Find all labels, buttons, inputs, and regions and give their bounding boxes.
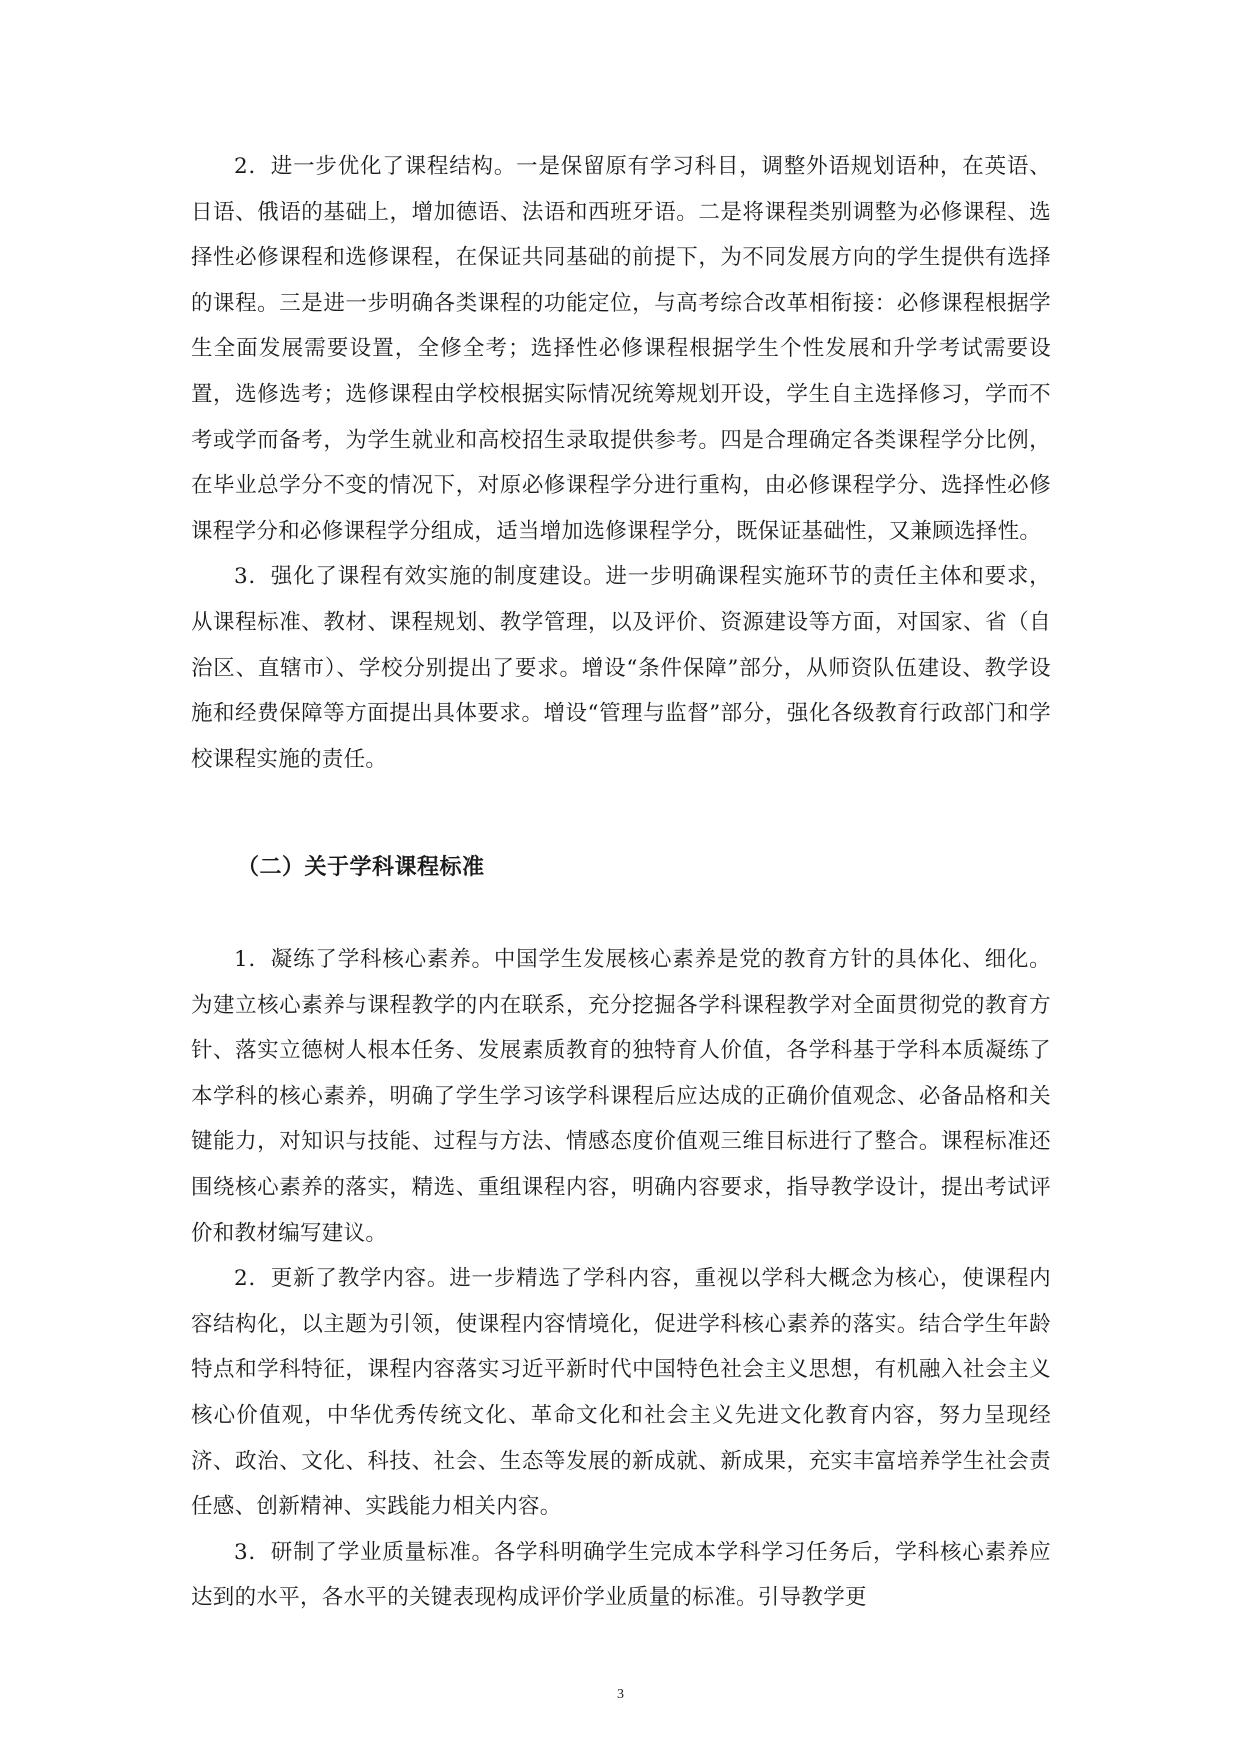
page-number: 3 [617,1687,624,1702]
section-2-text [191,937,1051,1621]
paragraph-teaching-content: 2．更新了教学内容。进一步精选了学科内容，重视以学科大概念为核心，使课程内容结构化，以主题为引领，使课程内容情境化，促进学科核心素养的落实。结合学生年龄特点和学科特征，课程内容落实习近平新时代中国特色社会主义思想，有机融入社会主义核心价值观，中华优秀传统文化、革命文化和社会主义先进文化教育内容，努力呈现经济、政治、文化、科技、社会、生态等发展的新成就、新成果，充实丰富培养学生社会责任感、创新精神、实践能力相关内容。 [191,1266,1051,1520]
paragraph-quality-standards: 3．研制了学业质量标准。各学科明确学生完成本学科学习任务后，学科核心素养应达到的水平，各水平的关键表现构成评价学业质量的标准。引导教学更 [191,1539,1051,1611]
section-1-text [191,144,1051,782]
section-heading: （二）关于学科课程标准 [237,855,485,880]
paragraph-system-construction: 3．强化了课程有效实施的制度建设。进一步明确课程实施环节的责任主体和要求，从课程标准、教材、课程规划、教学管理，以及评价、资源建设等方面，对国家、省（自治区、直辖市）、学校分别提出了要求。增设“条件保障”部分，从师资队伍建设、教学设施和经费保障等方面提出具体要求。增设“管理与监督”部分，强化各级教育行政部门和学校课程实施的责任。 [191,564,1051,772]
paragraph-course-structure: 2．进一步优化了课程结构。一是保留原有学习科目，调整外语规划语种，在英语、日语、俄语的基础上，增加德语、法语和西班牙语。二是将课程类别调整为必修课程、选择性必修课程和选修课程，在保证共同基础的前提下，为不同发展方向的学生提供有选择的课程。三是进一步明确各类课程的功能定位，与高考综合改革相衔接：必修课程根据学生全面发展需要设置，全修全考；选择性必修课程根据学生个性发展和升学考试需要设置，选修选考；选修课程由学校根据实际情况统筹规划开设，学生自主选择修习，学而不考或学而备考，为学生就业和高校招生录取提供参考。四是合理确定各类课程学分比例，在毕业总学分不变的情况下，对原必修课程学分进行重构，由必修课程学分、选择性必修课程学分和必修课程学分组成，适当增加选修课程学分，既保证基础性，又兼顾选择性。 [191,154,1051,544]
paragraph-core-competencies: 1．凝练了学科核心素养。中国学生发展核心素养是党的教育方针的具体化、细化。为建立核心素养与课程教学的内在联系，充分挖掘各学科课程教学对全面贯彻党的教育方针、落实立德树人根本任务、发展素质教育的独特育人价值，各学科基于学科本质凝练了本学科的核心素养，明确了学生学习该学科课程后应达成的正确价值观念、必备品格和关键能力，对知识与技能、过程与方法、情感态度价值观三维目标进行了整合。课程标准还围绕核心素养的落实，精选、重组课程内容，明确内容要求，指导教学设计，提出考试评价和教材编写建议。 [191,947,1051,1246]
